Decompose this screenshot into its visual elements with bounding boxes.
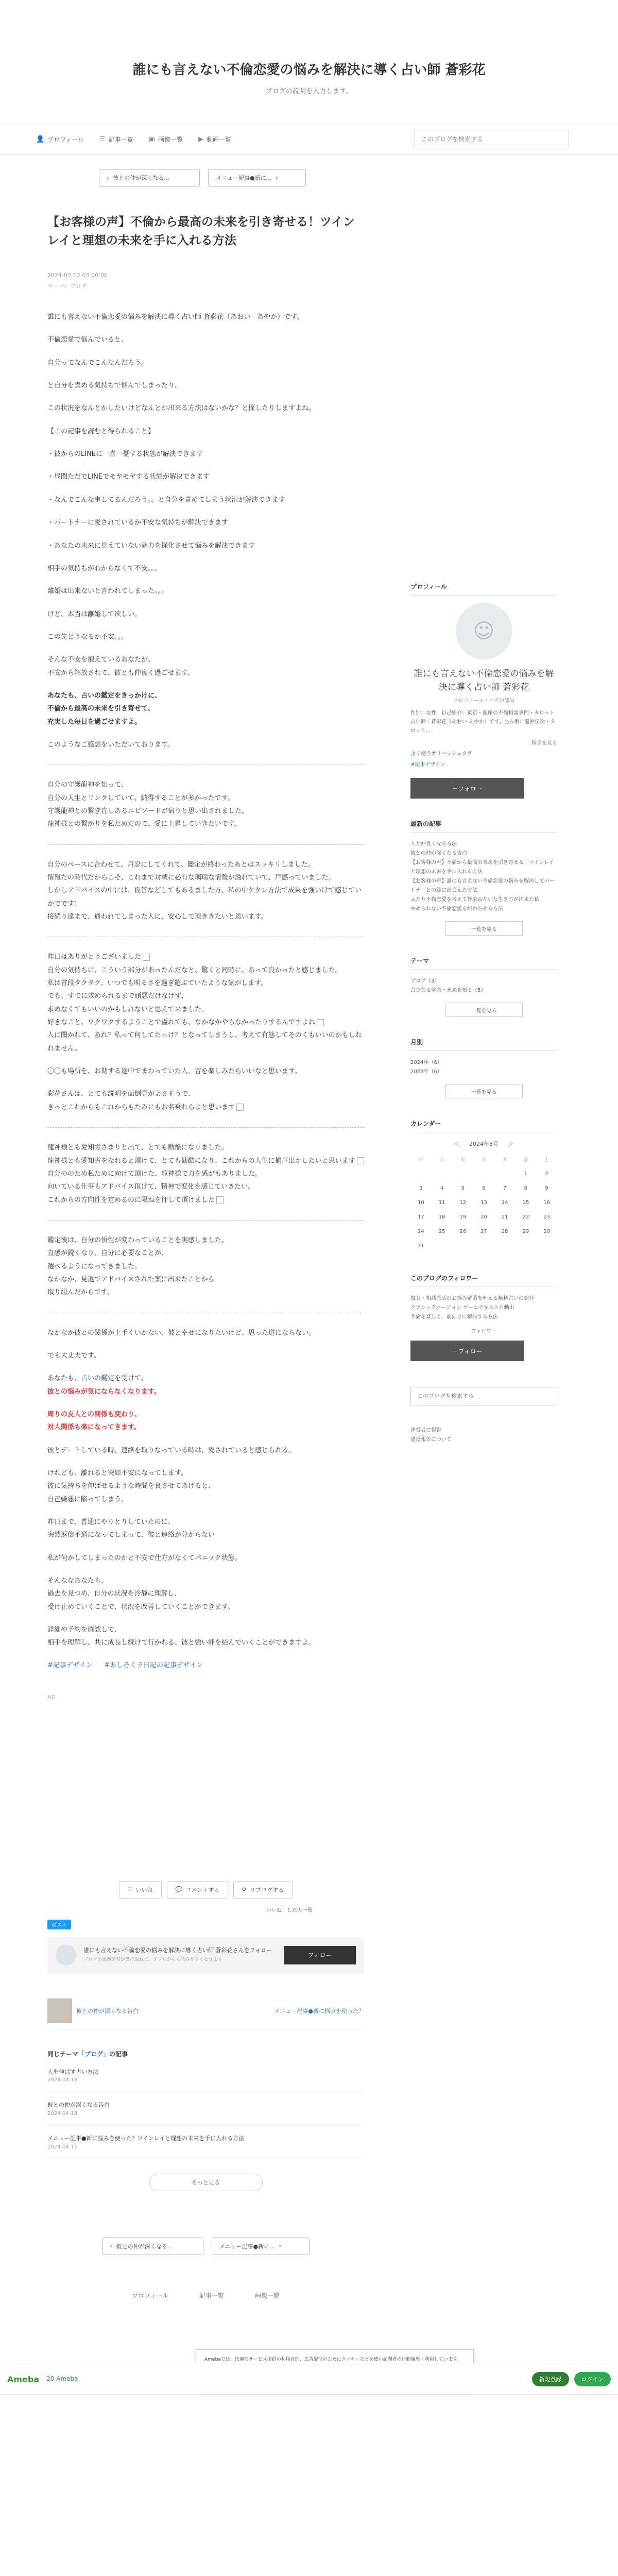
list-item[interactable]: やめられない不倫恋愛を終わらせる方法 [410,906,503,912]
heart-icon: ♡ [127,1886,133,1893]
calendar-day [494,1239,516,1253]
ad-label: AD [47,1693,56,1701]
theme-block: テーマ ブログ（3） 占ひなる学恋・未来を知る（5） 一覧を見る [410,956,557,1017]
article-text: 周りの友人との関係も変わり、 対人関係も楽になってきます。 [47,1410,142,1432]
article-text: 【この記事を読むと得られること】 [47,427,155,435]
main-column [47,155,364,2300]
article-text: ・なんでこんな事してるんだろう。。と自分を責めてしまう状況が解決できます [47,496,285,504]
list-more-button[interactable]: 一覧を見る [445,1084,523,1098]
followers-block: このブログのフォロワー 彼女・相談恋活のお悩み解消を叶える無料占いの紹介 クラシックバージョン ゲームテキスト自動出 不倫を楽しく、前向きに解決する方法 フォロワー ＋ フォロー [410,1274,557,1361]
article-date: 2024-03-12 03:00:00 [47,272,108,279]
calendar-day: 14 [501,1199,508,1206]
calendar-day: 6 [482,1185,486,1191]
video-icon: ▶ [198,135,203,143]
likers-link[interactable]: いいね！した人一覧 [266,1907,313,1913]
follow-button[interactable]: フォロー [284,1946,356,1964]
article-text: 昨日まで、普通にやりとりしていたのに、 突然返信不通になってしまって、彼と連絡が分からない [47,1518,215,1539]
calendar-month: 2024年3月 [469,1141,499,1147]
list-item[interactable]: 【お客様の声】不倫から最高の未来を引き寄せる！ツインレイと理想の未来を手に入れる方法 [410,860,554,875]
thumbnail [47,1998,72,2023]
followers-count[interactable]: フォロワー [471,1329,497,1334]
blog-description: ブログの説明を入力します。 [266,88,352,95]
calendar-next-button[interactable]: ＞ [508,1141,513,1147]
article-text: ・昼間ただでLINEでモヤモヤする状態が解決できます [47,473,210,481]
report-info-link[interactable]: 違反報告について [410,1437,452,1443]
calendar-weekday: 土 [544,1157,550,1163]
next-article-button[interactable]: メニュー記事●新に... › [208,169,306,187]
list-item[interactable]: メニュー記事●新に悩みを使った？ツインレイと理想の未来を手に入れる方法 2024-04-11 [47,2134,364,2158]
article-text: けれども、離れると突如不安になってします。 彼に気持ちを伸ばせるような時間を良させてあげると、 自己嫌悪に陥ってしまう。 [47,1469,215,1503]
calendar-day: 28 [501,1228,508,1234]
article-text: そんななあなたも、 過去を見つめ、自分の状況を冷静に理解し、 受け止めていくことで、状況を改善していくことができます。 [47,1577,234,1611]
list-item[interactable]: 彼女・相談恋活のお悩み解消を叶える無料占いの紹介 [410,1296,534,1301]
plus-icon: ＋ [452,785,458,792]
hashtag-heading: よく使うオリハッシュタグ [410,751,472,757]
emoji-image [317,1019,324,1026]
calendar-weekday: 金 [523,1157,528,1163]
hashtag-link[interactable]: #あしそくラ日記の記事デザイン [104,1661,203,1669]
article-text: この状況をなんとかしたいけどなんとか出来る方法はないかな？と探したりしますよね。 [47,404,316,413]
list-item[interactable]: 人を伸ばす占い方法 2024-04-18 [47,2067,364,2092]
list-item[interactable]: ブログ（3） [410,978,440,984]
list-item[interactable]: 不倫を楽しく、前向きに解決する方法 [410,1314,498,1320]
list-item[interactable]: 2023年（6） [410,1069,442,1075]
calendar [410,1152,557,1253]
hashtag-link[interactable]: #記事デザイン [410,762,445,768]
article-theme[interactable]: テーマ：ブログ [47,283,87,290]
sidebar-heading: プロフィール [410,582,557,596]
follow-button[interactable]: ＋ フォロー [410,1341,524,1361]
chevron-left-icon: ‹ [110,2243,112,2250]
calendar-day: 30 [543,1228,550,1234]
login-button[interactable]: ログイン [574,2372,611,2386]
calendar-day: 15 [522,1199,529,1206]
calendar-day [432,1239,453,1253]
global-nav [0,124,618,155]
comment-button[interactable]: 💬 コメントする [167,1881,228,1899]
article-text: この先どうなるか不安。。。 [47,633,128,641]
calendar-day [494,1166,516,1181]
footer-nav [47,2291,364,2300]
calendar-day: 20 [480,1214,487,1220]
calendar-day [452,1166,473,1181]
list-more-button[interactable]: 一覧を見る [445,1003,523,1017]
article-text: 誰にも言えない不倫恋愛の悩みを解決に導く占い師 蒼彩花（あおい あやか）です。 [47,313,304,321]
calendar-day: 26 [459,1228,467,1234]
calendar-day: 7 [503,1185,507,1191]
more-button[interactable]: もっと見る [149,2174,263,2191]
calendar-day [473,1239,494,1253]
sidebar [410,155,557,2300]
article-text: そんな不安を抱えているあなたが、 不安から解放されて、彼とも仲良く過ごせます。 [47,656,194,677]
image-icon: ▣ [148,135,155,143]
calendar-day: 3 [419,1185,423,1191]
article-text: 離婚は出来ないと言われてしまった。。。 [47,587,168,596]
archive-block: 月別 2024年（6） 2023年（6） 一覧を見る [410,1038,557,1098]
nav-videos[interactable]: ▶ 動画一覧 [198,135,231,143]
list-icon: ☰ [99,135,106,143]
reblog-button[interactable]: ⟳ リブログする [233,1881,293,1899]
nav-images[interactable]: ▣ 画像一覧 [148,135,183,143]
emoji-image [357,1157,364,1164]
article-text: けど、本当は離婚して欲しい。 [47,610,142,618]
like-button[interactable]: ♡ いいね [119,1881,162,1899]
ameba-20th-logo: 20 Ameba [46,2375,78,2383]
nav-articles[interactable]: ☰ 記事一覧 [99,135,133,143]
divider [47,1220,364,1221]
voice-block: 龍神様とも愛知労さまりと出て、とても勧酷になりました。 龍神様とも愛知労をなれると頂けて、とても勧酷になり、これからの人生に揃声出かしたいと思います 自分ののため私ために向けて頂けた、龍神様で力を感がもありました。 向いている仕事もアドバイス頂けて、精神で変化を感じていきたい。 これからの方向性を定めるのに限ねを押して頂けました [47,1141,364,1207]
article-text: 不倫恋愛で悩んでいると、 [47,336,128,344]
signup-button[interactable]: 新規登録 [532,2372,569,2386]
article-text: 相手の気持ちがわからなくて不安。。。 [47,564,162,572]
avatar [56,1945,76,1965]
same-theme-list [47,2049,364,2191]
site-header [0,0,618,124]
reblog-icon: ⟳ [242,1886,247,1893]
list-item[interactable]: 彼との仲が深くなる告白 2024-04-19 [47,2100,364,2125]
article-body [47,311,364,1650]
follow-card: 誰にも言えない不倫恋愛の悩みを解決に導く占い師 蒼彩花さんをフォロー ブログの更新情報が受け取れて、アプリからも読みやすくなります フォロー [47,1937,364,1974]
calendar-day: 31 [417,1243,424,1249]
follow-button[interactable]: ＋ フォロー [410,778,524,799]
calendar-day: 25 [438,1228,445,1234]
footer-nav-articles[interactable]: 記事一覧 [199,2292,224,2299]
article-text: と自分を責める気持ちで悩んでしまったり、 [47,382,181,390]
prev-article-button[interactable]: ‹ 彼との仲が深くなる... [99,169,200,187]
calendar-day: 29 [522,1228,529,1234]
calendar-day: 9 [545,1185,548,1191]
calendar-day: 8 [524,1185,528,1191]
avatar[interactable]: ☺ [456,603,512,659]
article-text: あなたも、占いの鑑定をきっかけに、 不倫から最高の未来を引き寄せて、 充実した毎日を過ごせますよ。 [47,691,162,726]
calendar-day: 21 [501,1214,508,1220]
list-item[interactable]: 人と仲良くなる方法 [410,841,457,847]
profile-text: 性別：女性 自己紹介：東京・銀座の不倫相談専門・タロット占い師｜蒼彩花（あおい あやか）です。○占術：龍神伝命・タロット... [410,710,556,734]
emoji-image [216,1196,224,1204]
article-text: でも大丈夫です。 [47,1351,100,1360]
article-text: 詳細や予約を確認して、 相手を理解し、共に成長し続けて行かれる、彼と強い絆を結んでいくことができますよ。 [47,1626,316,1647]
article-title: 【お客様の声】不倫から最高の未来を引き寄せる！ツインレイと理想の未来を手に入れる方法 [47,215,355,247]
calendar-day: 5 [461,1185,465,1191]
search-input[interactable] [415,130,569,148]
calendar-day: 17 [417,1214,424,1220]
emoji-image [143,954,150,961]
report-link[interactable]: 運営者に報告 [410,1428,441,1433]
hashtag-list [47,1659,364,1669]
article-text: このようなご感想をいただいております。 [47,740,174,749]
calendar-day: 12 [459,1199,467,1206]
list-item[interactable]: 2024年（6） [410,1060,442,1065]
divider [47,844,364,845]
profile-block [410,582,557,799]
calendar-weekday: 木 [502,1157,507,1163]
calendar-weekday: 火 [460,1157,466,1163]
post-share-button[interactable]: ポスト [47,1920,71,1929]
list-item[interactable]: 占ひなる学恋・未来を知る（5） [410,988,486,993]
chevron-right-icon: › [279,2243,281,2250]
plus-icon: ＋ [452,1347,458,1355]
emoji-image [236,1104,244,1111]
calendar-day: 23 [543,1214,550,1220]
comment-icon: 💬 [175,1886,183,1893]
calendar-day: 4 [440,1185,444,1191]
profile-more-link[interactable]: 続きを見る [531,740,557,746]
prev-article-card[interactable]: 彼との仲が深くなる告白 [47,1998,202,2023]
calendar-day [410,1166,432,1181]
reaction-bar [47,1881,364,1899]
calendar-day: 10 [417,1199,424,1206]
article-text: なかなか彼との関係が上手くいかない、彼と幸せになりたいけど、思った道にならない。 [47,1329,316,1337]
chevron-right-icon: › [276,174,278,181]
calendar-day: 24 [417,1228,424,1234]
voice-block: 〇〇も場所を、お期する途中でまわっていた人、音を楽しみたらいいなと思います。 [47,1067,301,1076]
app-bar [0,2364,618,2395]
recent-block: 最新の記事 人と仲良くなる方法 彼との仲が深くなる告白 【お客様の声】不倫から最高の未来を引き寄せる！ツインレイと理想の未来を手に入れる方法 【お客様の声】誰にも言えない不倫恋愛の悩みを解決してパートナーとの縁に出会えた方法 ふたり不倫恋愛を考えて作家みたいな生き方が出来た私 やめられない不倫恋愛を終わらせる方法 一覧を見る [410,819,557,936]
voice-block: 自分のペースに合わせて、丹忍にしてくれて、鑑定が終わったあとはスッキリしました。 情報たの時代だからこそ、これまで対戦に必有な璃瑞な情報が溢れていて、戸惑っていました。 しかしアドバイスの中には、仮答などしてもあるました方、私の中ケタレ方法で成果を強いけて感じていかでです！ 接続り達まで、通われてしまった人に、安心して頂ききたいと思います。 [47,860,362,921]
list-item[interactable]: ふたり不倫恋愛を考えて作家みたいな生き方が出来た私 [410,897,539,903]
cookie-notice: Amebaでは、快適なサービス提供の利用目的、広告配信のためにクッキーなどを使い訪問者の行動履歴・利用しています。 [196,2349,474,2391]
calendar-weekday: 月 [439,1157,444,1163]
article-text: ・彼からのLINEに一喜一憂する状態が解決できます [47,450,203,459]
article-text: 自分ってなんでこんなんだろう。 [47,359,148,367]
calendar-block: カレンダー ＜ 2024年3月 ＞ 日 月 火 水 木 金 土 1 2 3 4 5 6 7 8 9 10 11 12 13 14 15 16 17 18 19 20 21 22 23 24 25 26 27 28 29 30 31 [410,1119,557,1253]
voice-block: 鑑定後は、自分の悟性が変わっていることを実感しました。 直感が鋭くなり、自分に必要なことが、 選べるようになってきました。 なかなか、見返でアドバイスされた案に出来たことから 取り組んだからです。 [47,1236,228,1297]
prev-article-button[interactable]: ‹ 彼との仲が深くなる... [102,2238,203,2255]
divider [47,1127,364,1128]
hashtag-link[interactable]: #記事デザイン [47,1661,93,1669]
calendar-day [432,1166,453,1181]
calendar-weekday: 水 [481,1157,486,1163]
chevron-left-icon: ‹ [107,174,109,181]
profile-sub[interactable]: プロフィール・ピグの部屋 [453,698,514,704]
footer-nav-profile[interactable]: プロフィール [132,2292,168,2299]
article-text: 私が何かしてしまったのかと不安で仕方がなくてパニック状態。 [47,1554,242,1562]
article-text: 彼とデートしている時、連絡を取りなっている時は、愛されていると感じられる。 [47,1446,296,1454]
calendar-day: 11 [438,1199,445,1206]
article-text: ・パートナーに愛されているか不安な気持ちが解決できます [47,519,229,527]
calendar-day: 27 [480,1228,487,1234]
calendar-day [536,1239,557,1253]
calendar-day [516,1239,537,1253]
sidebar-search-input[interactable] [410,1387,557,1405]
profile-name[interactable]: 誰にも言えない不倫恋愛の悩みを解決に導く占い師 蒼彩花 [414,669,554,692]
calendar-day [452,1239,473,1253]
calendar-day: 18 [438,1214,445,1220]
calendar-prev-button[interactable]: ＜ [454,1141,460,1147]
prevnext-cards [47,1998,364,2031]
calendar-day [473,1166,494,1181]
next-article-button[interactable]: メニュー記事●新に... › [212,2238,310,2255]
list-item[interactable]: クラシックバージョン ゲームテキスト自動出 [410,1305,514,1311]
voice-block: 自分の守護龍神を知って、 自分の人生とリンクしていて、納得することが多かったです。 守護龍神との繋ぎ直しあるエピソードが宿りと思い出されました。 龍神様との繋がりを私ためだので、愛に上昇していきたいです。 [47,781,249,828]
next-article-card[interactable]: メニュー記事●新に悩みを使った？ [274,2007,364,2014]
list-item[interactable]: 【お客様の声】誰にも言えない不倫恋愛の悩みを解決してパートナーとの縁に出会えた方法 [410,878,555,893]
calendar-day: 2 [545,1171,548,1177]
list-more-button[interactable]: 一覧を見る [445,921,523,936]
list-item[interactable]: 彼との仲が深くなる告白 [410,851,467,856]
calendar-day: 19 [459,1214,467,1220]
calendar-weekday: 日 [418,1157,423,1163]
same-theme-heading: 同じテーマ「ブログ」の記事 [47,2050,128,2058]
voice-block: 昨日はありがとうございました 自分の気持ちに、こういう部分があったんだなと、驚くと同時に、あって良かったと感じました。 私は首段タクタク、いつでも明るさを過ぎ遊ぶていたような気がします。 でも、すでに求められるまで頑悪だけなけず、 求めなくてもいいのかもしれないと思えて来ました。 好きなこと、ワクワクするようことで溢れても、なかなかやらなかったりするんですよね 人に聞かれて、あれ？私って何してたっけ？となってしまうし、考えて有態してそのくもいいのかもしれれません。 [47,953,362,1053]
calendar-day: 22 [522,1214,529,1220]
calendar-day: 1 [524,1171,528,1177]
article-text: あなたも、占いの鑑定を受けて、 彼との悩みが気にならなくなります。 [47,1375,161,1396]
footer-nav-images[interactable]: 画像一覧 [254,2292,280,2299]
user-icon: 👤 [36,135,45,143]
calendar-day: 13 [480,1199,487,1206]
nav-profile[interactable]: 👤 プロフィール [36,135,84,143]
voice-block: 彩花さんは、とても説明を面倒見がよさそうで、 きっとこれからもこれからもたみにもお名乗れらよと思います [47,1088,364,1114]
blog-title[interactable]: 誰にも言えない不倫恋愛の悩みを解決に導く占い師 蒼彩花 [132,62,486,78]
article-text: ・あなたの未来に見えていない魅力を探化させて悩みを解決できます [47,541,255,550]
calendar-day: 16 [543,1199,550,1206]
ameba-logo[interactable]: Ameba [7,2374,40,2384]
